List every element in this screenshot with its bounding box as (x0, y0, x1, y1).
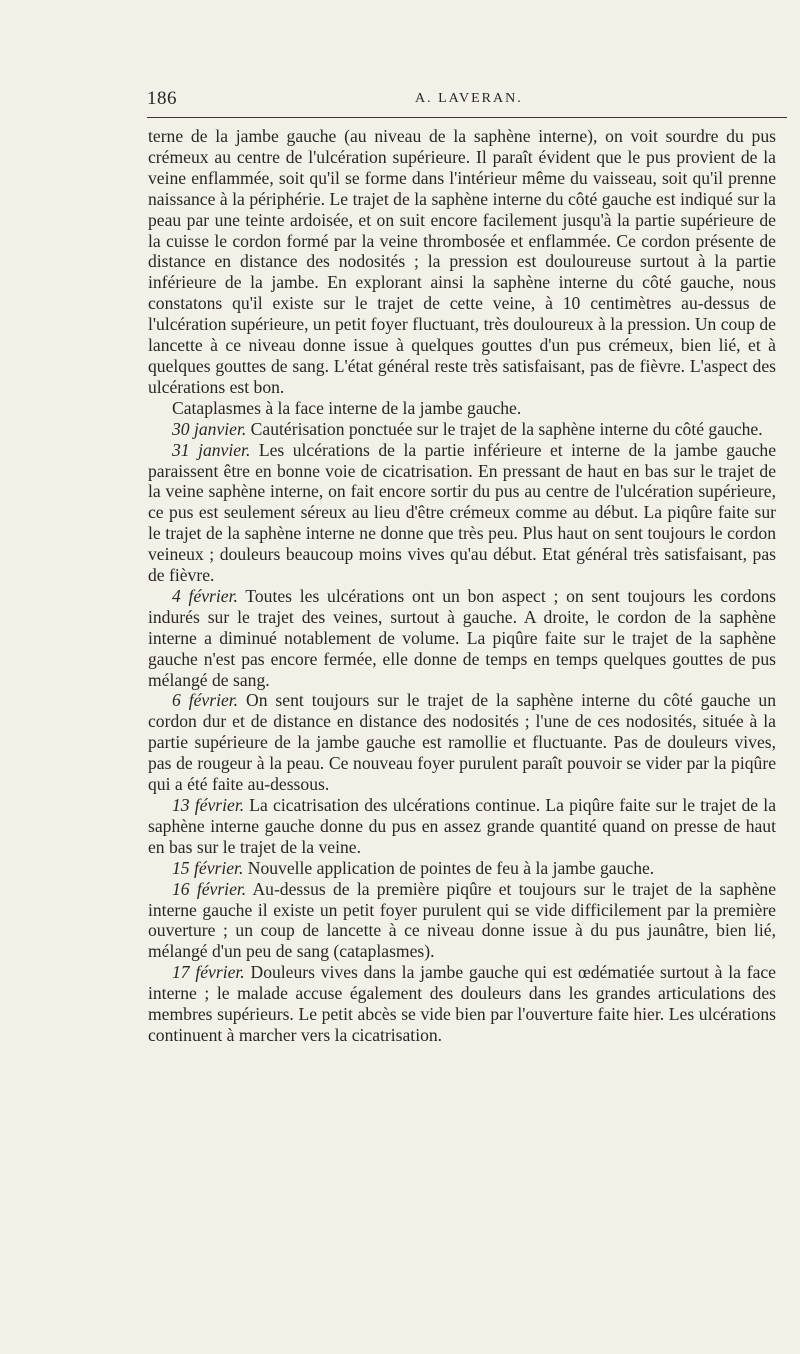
running-head: A. LAVERAN. (415, 91, 523, 106)
dated-entry (148, 586, 776, 691)
entry-text: Au-dessus de la première piqûre et toujours sur le trajet de la saphène interne gauche il existe un petit foyer purulent qui se vide difficilement par la première ouverture ; un coup de lancette à ce niveau donne issue à du pus jaunâtre, bien lié, mélangé d'un peu de sang (cataplasmes). (148, 878, 777, 962)
entry-date: 13 février. (172, 795, 245, 815)
header-rule (147, 117, 787, 118)
paragraph (148, 126, 776, 398)
entry-date: 30 janvier. (172, 418, 247, 439)
dated-entry (148, 858, 776, 879)
entry-text: La cicatrisation des ulcérations continue. La piqûre faite sur le trajet de la saphène interne gauche donne du pus en assez grande quantité quand on presse de haut en bas sur le trajet de la veine. (148, 795, 776, 857)
entry-text: Douleurs vives dans la jambe gauche qui est œdématiée surtout à la face interne ; le malade accuse également des douleurs dans les grandes articulations des membres supérieurs. Le petit abcès se vide bien par l'ouverture faite hier. Les ulcérations continuent à marcher vers la cicatrisation. (148, 962, 776, 1045)
paragraph-text: terne de la jambe gauche (au niveau de la saphène interne), on voit sourdre du pus crémeux au centre de l'ulcération supérieure. Il paraît évident que le pus provient de la veine enflammée, soit qu'il se forme dans l'intérieur même du vaisseau, soit qu'il prenne naissance à la périphérie. Le trajet de la saphène interne du côté gauche est indiqué sur la peau par une teinte ardoisée, et on suit encore facilement jusqu'à la partie supérieure de la cuisse le cordon formé par la veine thrombosée et enflammée. Ce cordon présente de distance en distance des nodosités ; la pression est douloureuse surtout à la partie inférieure de la jambe. En explorant ainsi la saphène interne du côté gauche, nous constatons qu'il existe sur le trajet de cette veine, à 10 centimètres au-dessus de l'ulcération supérieure, un petit foyer fluctuant, très douloureux à la pression. Un coup de lancette à ce niveau donne issue à quelques gouttes d'un pus crémeux, bien lié, et à quelques gouttes de sang. L'état général reste très satisfaisant, pas de fièvre. L'aspect des ulcérations est bon. (148, 126, 776, 397)
entry-date: 16 février. (172, 878, 247, 899)
entry-date: 31 janvier. (172, 439, 251, 460)
entry-text: Toutes les ulcérations ont un bon aspect ; on sent toujours les cordons indurés sur le trajet des veines, surtout à gauche. A droite, le cordon de la saphène interne a diminué notablement de volume. La piqûre faite sur le trajet de la saphène gauche n'est pas encore fermée, elle donne de temps en temps quelques gouttes de pus mélangé de sang. (148, 585, 776, 690)
page-header (147, 88, 787, 112)
dated-entry (148, 440, 776, 586)
dated-entry (148, 962, 776, 1046)
dated-entry (148, 690, 776, 795)
entry-text: Nouvelle application de pointes de feu à la jambe gauche. (243, 857, 655, 878)
page-number: 186 (147, 88, 177, 109)
entry-date: 4 février. (172, 585, 238, 606)
body-text (148, 126, 776, 1046)
dated-entry (148, 879, 776, 963)
entry-text: On sent toujours sur le trajet de la saphène interne du côté gauche un cordon dur et de distance en distance des nodosités ; l'une de ces nodosités, située à la partie supérieure de la jambe gauche est ramollie et fluctuante. Pas de douleurs vives, pas de rougeur à la peau. Ce nouveau foyer purulent paraît pouvoir se vider par la piqûre qui a été faite au-dessous. (148, 690, 776, 795)
paragraph (148, 398, 776, 419)
entry-date: 17 février. (172, 962, 245, 983)
entry-date: 6 février. (172, 690, 239, 711)
entry-date: 15 février. (172, 857, 244, 878)
dated-entry (148, 419, 776, 440)
entry-text: Les ulcérations de la partie inférieure et interne de la jambe gauche paraissent être en bonne voie de cicatrisation. En pressant de haut en bas sur le trajet de la veine saphène interne, on fait encore sortir du pus au centre de l'ulcération supérieure, ce pus est seulement séreux au lieu d'être crémeux comme au début. La piqûre faite sur le trajet de la saphène interne ne donne que très peu. Plus haut on sent toujours le cordon veineux ; douleurs beaucoup moins vives qu'au début. Etat général très satisfaisant, pas de fièvre. (148, 439, 777, 586)
dated-entry (148, 795, 776, 858)
entry-text: Cautérisation ponctuée sur le trajet de la saphène interne du côté gauche. (246, 418, 763, 439)
paragraph-text: Cataplasmes à la face interne de la jambe gauche. (172, 397, 522, 418)
